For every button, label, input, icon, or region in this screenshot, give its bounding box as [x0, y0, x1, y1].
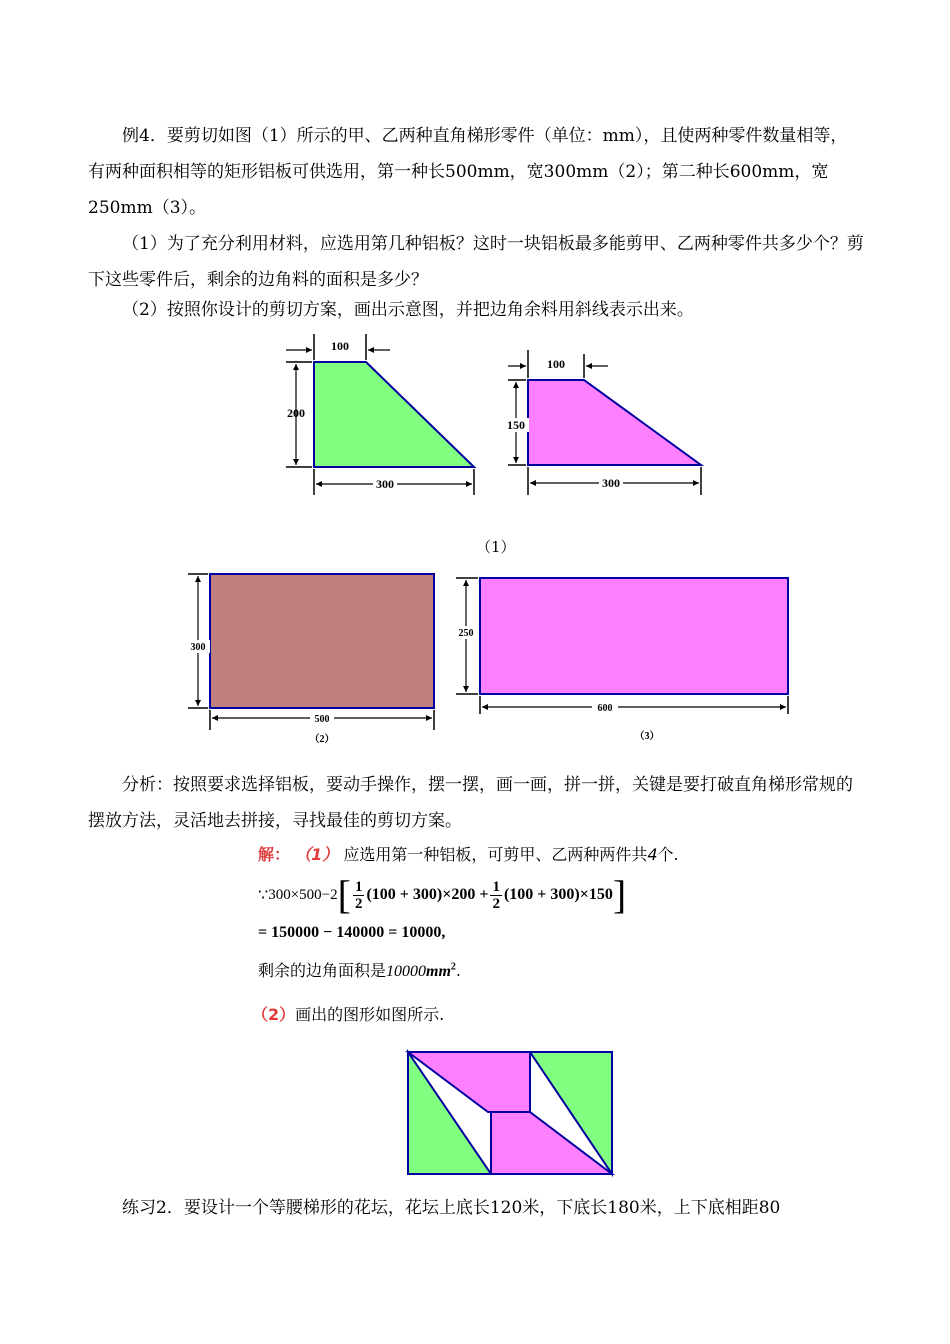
plate-500x300-shape	[210, 574, 434, 708]
plate3-height-label: 250	[458, 628, 474, 639]
yi-height-label: 150	[507, 418, 525, 432]
solution-line-1-end: 个.	[657, 845, 679, 864]
term-2: (100 + 300)×150	[503, 886, 613, 903]
solution-label: 解：	[258, 845, 291, 864]
trapezoid-yi-shape	[528, 380, 701, 465]
remaining-area-unit: mm	[426, 963, 451, 980]
trapezoid-jia-shape	[314, 362, 474, 467]
jia-height-label: 200	[287, 406, 305, 420]
solution-line-4: 剩余的边角面积是$10000mm^2$.	[258, 961, 461, 980]
cutting-scheme-figure	[406, 1050, 616, 1178]
remaining-area-text: 剩余的边角面积是	[258, 961, 387, 980]
yi-bottom-label: 300	[602, 476, 620, 490]
solution-line-2: ∵ 300×500−2 [ $\frac{1}{2}$ (100 + 300)×200 + $\frac{1}{2}$ (100 + 300)×150 ]	[258, 872, 627, 917]
plate-500x300-figure	[186, 570, 446, 750]
solution-count: 4	[647, 845, 658, 864]
solution-line-1	[258, 842, 679, 865]
remaining-area-exponent: 2	[450, 961, 456, 973]
solution-line-1-text: 应选用第一种铝板，可剪甲、乙两种两件共	[343, 845, 648, 864]
plate2-caption: （2）	[309, 734, 335, 745]
solution-line-3: = 150000 − 140000 = 10000,	[258, 924, 446, 941]
example-paragraph: 例4．要剪切如图（1）所示的甲、乙两种直角梯形零件（单位：mm），且使两种零件数量相等，有两种面积相等的矩形铝板可供选用，第一种长500mm，宽300mm（2）；第二种长600mm，宽250mm（3）。	[88, 126, 848, 218]
trapezoid-yi-figure	[502, 350, 712, 500]
plate3-caption: （3）	[634, 731, 660, 742]
yi-top-label: 100	[547, 357, 565, 371]
remaining-area-number: 10000	[386, 963, 427, 980]
plate-600x250-figure	[452, 572, 797, 750]
solution-part-2	[252, 1002, 444, 1025]
fraction-half-1: $\frac{1}{2}$	[354, 878, 363, 912]
question-2-paragraph: （2）按照你设计的剪切方案，画出示意图，并把边角余料用斜线表示出来。	[122, 300, 694, 320]
expr-start: 300×500−2	[268, 886, 338, 903]
because-symbol: ∵	[258, 887, 269, 904]
term-1: (100 + 300)×200 +	[366, 886, 489, 903]
fraction-half-2: $\frac{1}{2}$	[492, 878, 500, 912]
jia-top-label: 100	[331, 339, 349, 353]
plate-600x250-shape	[480, 578, 788, 694]
analysis-paragraph: 分析：按照要求选择铝板，要动手操作，摆一摆，画一画，拼一拼，关键是要打破直角梯形常规的摆放方法，灵活地去拼接，寻找最佳的剪切方案。	[88, 775, 853, 831]
plate2-width-label: 500	[314, 714, 330, 725]
exercise-paragraph: 练习2．要设计一个等腰梯形的花坛，花坛上底长120米，下底长180米，上下底相距80	[122, 1198, 781, 1218]
part-2-text: 画出的图形如图所示.	[295, 1005, 445, 1024]
question-1-paragraph: （1）为了充分利用材料，应选用第几种铝板？这时一块铝板最多能剪甲、乙两种零件共多少个？剪下这些零件后，剩余的边角料的面积是多少？	[88, 234, 864, 290]
part-2-label: （2）	[252, 1005, 296, 1024]
part-1-label: （1）	[295, 845, 339, 864]
plate2-height-label: 300	[190, 642, 206, 653]
plate3-width-label: 600	[597, 703, 613, 714]
trapezoid-jia-figure	[280, 330, 490, 505]
figure-1-caption: （1）	[476, 538, 516, 556]
jia-bottom-label: 300	[376, 477, 394, 491]
